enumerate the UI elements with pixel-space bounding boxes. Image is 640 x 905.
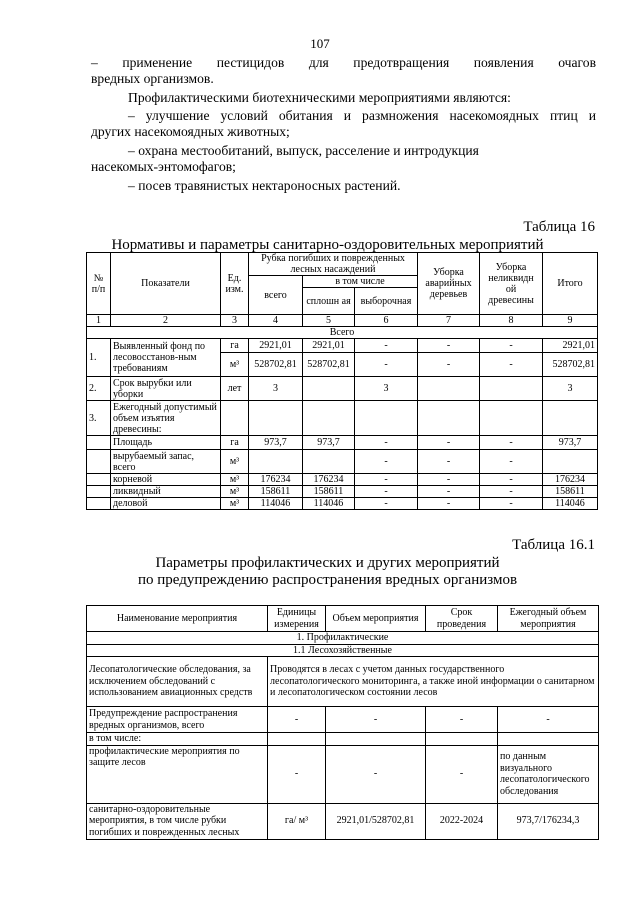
- cell: [418, 377, 480, 401]
- cell: -: [418, 436, 480, 450]
- header-emergency: Уборка аварийных деревьев: [418, 253, 480, 315]
- header-selective: выборочная: [355, 288, 418, 315]
- cell: 2921,01/528702,81: [326, 803, 426, 839]
- cell: [303, 377, 355, 401]
- cell: -: [480, 498, 543, 510]
- cell: [249, 450, 303, 474]
- cell: 2921,01: [249, 339, 303, 353]
- row-name: в том числе:: [87, 733, 268, 746]
- header-name: Наименование мероприятия: [87, 606, 268, 632]
- cell: 528702,81: [543, 353, 598, 377]
- cell: га/ м³: [268, 803, 326, 839]
- cell: 528702,81: [249, 353, 303, 377]
- cell: -: [418, 474, 480, 486]
- table161: [86, 605, 599, 840]
- col-number: 6: [355, 315, 418, 327]
- cell: -: [355, 450, 418, 474]
- cell: -: [355, 474, 418, 486]
- section-forestry: 1.1 Лесохозяйственные: [87, 644, 599, 657]
- cell: 114046: [543, 498, 598, 510]
- paragraph-nectar: – посев травянистых нектароносных растений.: [128, 178, 401, 193]
- col-number: 1: [87, 315, 111, 327]
- section-total: Всего: [87, 327, 598, 339]
- cell: -: [355, 436, 418, 450]
- col-number: 3: [221, 315, 249, 327]
- cell: 158611: [249, 486, 303, 498]
- paragraph-pesticides: – применение пестицидов для предотвращения появления очагов: [91, 55, 596, 70]
- cell: 2921,01: [303, 339, 355, 353]
- header-felling: Рубка погибших и поврежденных лесных насаждений: [249, 253, 418, 276]
- table-row: [87, 657, 599, 707]
- header-num: № п/п: [87, 253, 111, 315]
- cell: -: [480, 339, 543, 353]
- row-name: Предупреждение распространения вредных организмов, всего: [87, 707, 268, 733]
- table16-caption: Таблица 16: [523, 219, 595, 235]
- row-name: Ежегодный допустимый объем изъятия древесины:: [111, 401, 221, 436]
- row-unit: м³: [221, 353, 249, 377]
- table-row: [87, 339, 598, 353]
- table16: [86, 252, 598, 510]
- col-number: 8: [480, 315, 543, 327]
- cell: [480, 377, 543, 401]
- row-unit: м³: [221, 486, 249, 498]
- row-unit: га: [221, 339, 249, 353]
- paragraph-pesticides-cont: вредных организмов.: [91, 71, 214, 86]
- cell: по данным визуального лесопатологического обследования: [498, 745, 599, 803]
- cell: -: [326, 745, 426, 803]
- cell: -: [480, 474, 543, 486]
- col-number: 9: [543, 315, 598, 327]
- table-row: [87, 486, 598, 498]
- header-indicator: Показатели: [111, 253, 221, 315]
- cell: -: [418, 450, 480, 474]
- cell: -: [480, 353, 543, 377]
- row-merged-note: Проводятся в лесах с учетом данных государственного лесопатологического мониторинга, а также иной информации о санитарном и лесопатологическом состоянии лесов: [268, 657, 599, 707]
- row-name: Выявленный фонд по лесовосстанов-ным требованиям: [111, 339, 221, 377]
- row-name: вырубаемый запас, всего: [111, 450, 221, 474]
- row-name: Площадь: [111, 436, 221, 450]
- cell: -: [426, 707, 498, 733]
- table-row: [87, 377, 598, 401]
- page-number: 107: [310, 36, 330, 51]
- table-row: [87, 707, 599, 733]
- cell: 176234: [543, 474, 598, 486]
- cell: 176234: [303, 474, 355, 486]
- cell: -: [480, 436, 543, 450]
- cell: 114046: [303, 498, 355, 510]
- paragraph-birds: – улучшение условий обитания и размножения насекомоядных птиц и: [128, 108, 596, 123]
- cell: -: [268, 707, 326, 733]
- table-row: [87, 745, 599, 803]
- paragraph-entomophages-cont: насекомых-энтомофагов;: [91, 159, 236, 174]
- cell: -: [480, 450, 543, 474]
- section-preventive: 1. Профилактические: [87, 632, 599, 645]
- cell: -: [418, 498, 480, 510]
- cell: -: [355, 498, 418, 510]
- col-number: 5: [303, 315, 355, 327]
- row-name: Лесопатологические обследования, за исключением обследований с использованием авиационных средств: [87, 657, 268, 707]
- table161-caption: Таблица 16.1: [512, 537, 595, 553]
- header-clear: сплошн ая: [303, 288, 355, 315]
- cell: 3: [249, 377, 303, 401]
- column-numbers-row: [87, 315, 598, 327]
- cell: -: [418, 353, 480, 377]
- cell: -: [418, 486, 480, 498]
- row-unit: лет: [221, 377, 249, 401]
- table-row: [87, 401, 598, 436]
- cell: -: [355, 486, 418, 498]
- table-row: [87, 498, 598, 510]
- header-volume: Объем мероприятия: [326, 606, 426, 632]
- cell: 973,7: [543, 436, 598, 450]
- cell: -: [498, 707, 599, 733]
- row-unit: м³: [221, 498, 249, 510]
- row-num: 1.: [87, 339, 111, 377]
- header-total-felling: всего: [249, 276, 303, 315]
- row-name: профилактические мероприятия по защите лесов: [87, 745, 268, 803]
- row-name: деловой: [111, 498, 221, 510]
- header-total: Итого: [543, 253, 598, 315]
- cell: 114046: [249, 498, 303, 510]
- paragraph-birds-cont: других насекомоядных животных;: [91, 124, 290, 139]
- cell: -: [355, 353, 418, 377]
- cell: 176234: [249, 474, 303, 486]
- row-num: 3.: [87, 401, 111, 436]
- cell: [543, 450, 598, 474]
- cell: 3: [355, 377, 418, 401]
- cell: -: [480, 486, 543, 498]
- cell: 528702,81: [303, 353, 355, 377]
- row-num: 2.: [87, 377, 111, 401]
- cell: 3: [543, 377, 598, 401]
- col-number: 2: [111, 315, 221, 327]
- table-row: [87, 474, 598, 486]
- row-name: санитарно-оздоровительные мероприятия, в том числе рубки погибших и поврежденных лесных: [87, 803, 268, 839]
- table161-title-line2: по предупреждению распространения вредных организмов: [137, 572, 518, 588]
- header-term: Срок проведения: [426, 606, 498, 632]
- header-including: в том числе: [303, 276, 418, 288]
- row-name: корневой: [111, 474, 221, 486]
- cell: -: [418, 339, 480, 353]
- row-unit: м³: [221, 474, 249, 486]
- row-unit: м³: [221, 450, 249, 474]
- cell: -: [426, 745, 498, 803]
- table-row: [87, 450, 598, 474]
- row-name: ликвидный: [111, 486, 221, 498]
- table-row: [87, 733, 599, 746]
- cell: 973,7: [249, 436, 303, 450]
- paragraph-entomophages: – охрана местообитаний, выпуск, расселение и интродукция: [128, 143, 479, 158]
- col-number: 7: [418, 315, 480, 327]
- table-row: [87, 803, 599, 839]
- cell: 2022-2024: [426, 803, 498, 839]
- header-annual: Ежегодный объем мероприятия: [498, 606, 599, 632]
- cell: 158611: [543, 486, 598, 498]
- table-row: [87, 436, 598, 450]
- cell: 158611: [303, 486, 355, 498]
- header-illiquid: Уборка неликвидн ой древесины: [480, 253, 543, 315]
- paragraph-biotech-intro: Профилактическими биотехническими мероприятиями являются:: [128, 90, 511, 105]
- header-units: Единицы измерения: [268, 606, 326, 632]
- cell: -: [268, 745, 326, 803]
- cell: -: [355, 339, 418, 353]
- header-unit: Ед. изм.: [221, 253, 249, 315]
- cell: 973,7/176234,3: [498, 803, 599, 839]
- cell: -: [326, 707, 426, 733]
- cell: [303, 450, 355, 474]
- col-number: 4: [249, 315, 303, 327]
- cell: 973,7: [303, 436, 355, 450]
- table161-title-line1: Параметры профилактических и других мероприятий: [155, 555, 500, 571]
- row-unit: га: [221, 436, 249, 450]
- table16-title: Нормативы и параметры санитарно-оздоровительных мероприятий: [111, 237, 544, 253]
- cell: 2921,01: [543, 339, 598, 353]
- row-name: Срок вырубки или уборки: [111, 377, 221, 401]
